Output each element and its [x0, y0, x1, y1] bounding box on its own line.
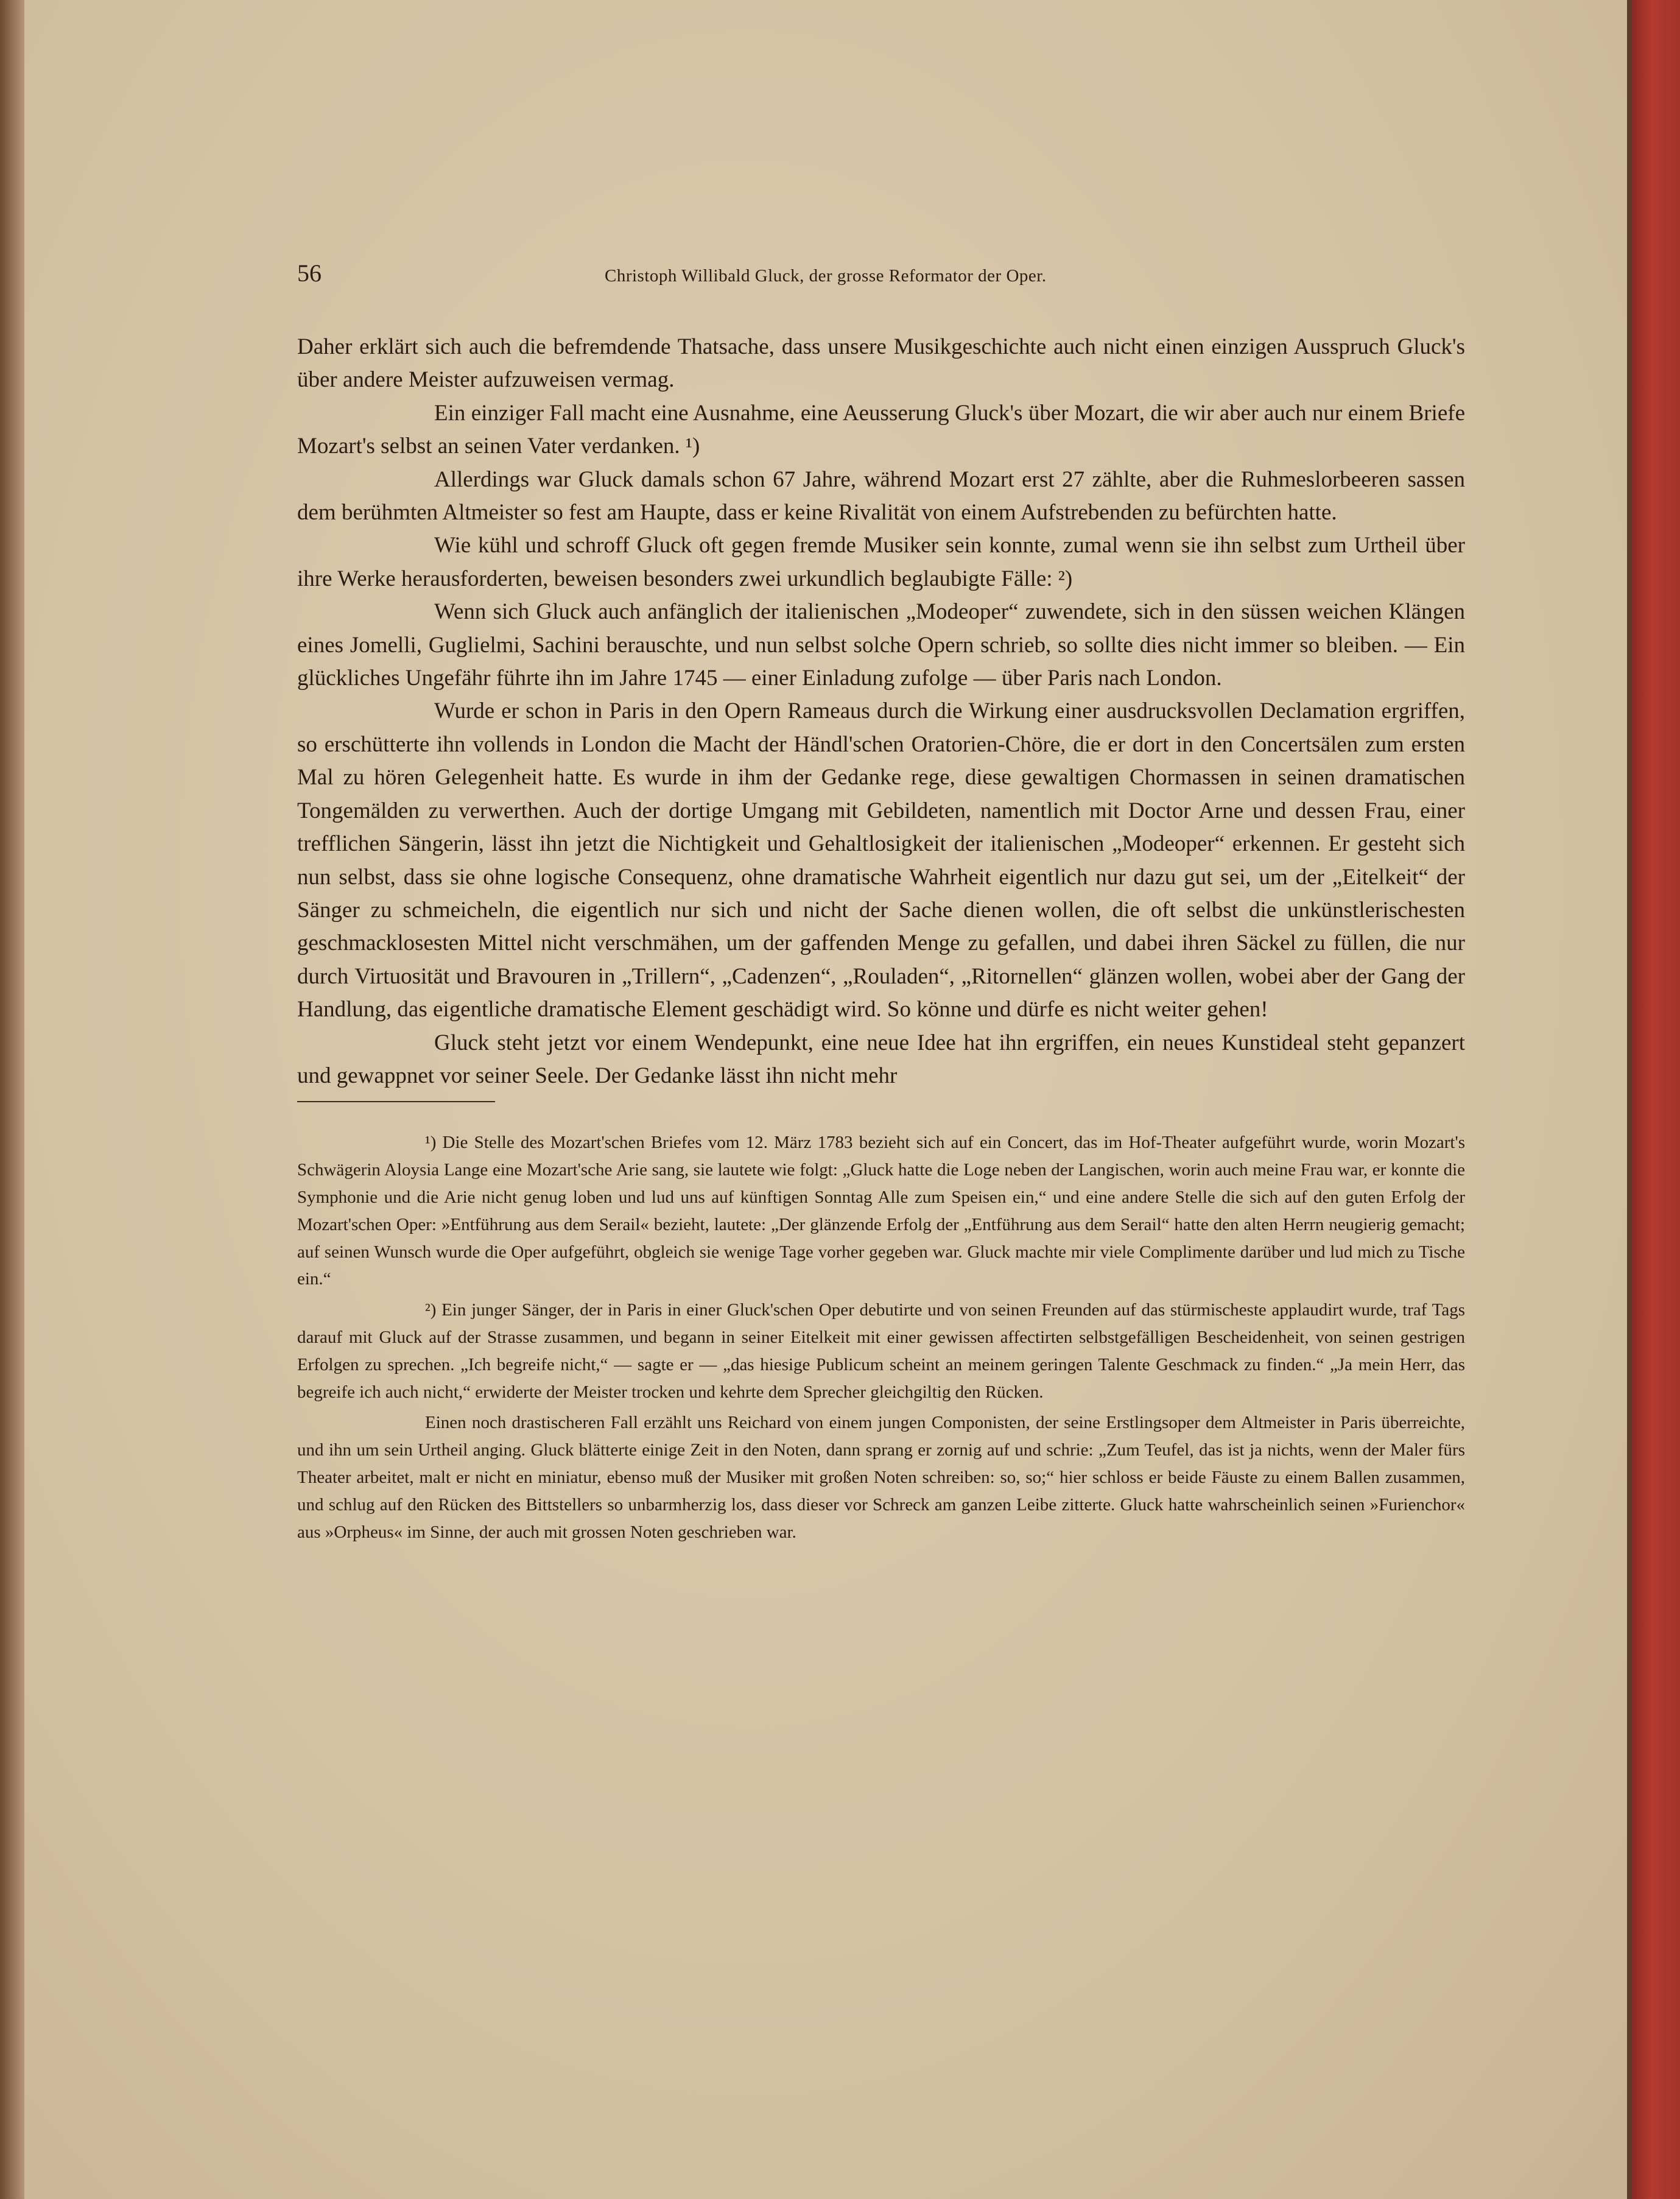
left-page-edge — [0, 0, 24, 2199]
footnote: ²) Ein junger Sänger, der in Paris in einer Gluck'schen Oper debutirte und von seinen Freunden auf das stürmischeste applaudirt wurde, traf Tags darauf mit Gluck auf der Strasse zusammen, und begann in seiner Eitelkeit mit einer gewissen affectirten selbstgefälligen Bescheidenheit, von seinen gestrigen Erfolgen zu sprechen. „Ich begreife nicht,“ — sagte er — „das hiesige Publicum scheint an meinem geringen Talente Geschmack zu finden.“ „Ja mein Herr, das begreife ich auch nicht,“ erwiderte der Meister trocken und kehrte dem Sprecher gleichgiltig den Rücken. — [297, 1300, 1465, 1402]
body-paragraph: Gluck steht jetzt vor einem Wendepunkt, eine neue Idee hat ihn ergriffen, ein neues Kunstideal steht gepanzert und gewappnet vor seiner Seele. Der Gedanke lässt ihn nicht mehr — [297, 1030, 1465, 1088]
footnote-divider — [297, 1101, 495, 1102]
page-content — [297, 259, 1465, 1546]
footnotes — [297, 1129, 1465, 1546]
page-header — [297, 259, 1465, 295]
body-paragraph: Ein einziger Fall macht eine Ausnahme, eine Aeusserung Gluck's über Mozart, die wir aber auch nur einem Briefe Mozart's selbst an seinen Vater verdanken. ¹) — [297, 400, 1465, 459]
running-title: Christoph Willibald Gluck, der grosse Reformator der Oper. — [605, 266, 1047, 286]
page-number: 56 — [297, 259, 322, 287]
footnote: Einen noch drastischeren Fall erzählt uns Reichard von einem jungen Componisten, der seine Erstlingsoper dem Altmeister in Paris überreichte, und ihn um sein Urtheil anging. Gluck blätterte einige Zeit in den Noten, dann sprang er zornig auf und schrie: „Zum Teufel, das ist ja nichts, wenn der Maler fürs Theater arbeitet, malt er nicht en miniatur, ebenso muß der Musiker mit großen Noten schreiben: so, so;“ hier schloss er beide Fäuste zu einem Ballen zusammen, und schlug auf den Rücken des Bittstellers so unbarmherzig los, dass dieser vor Schreck am ganzen Leibe zitterte. Gluck hatte wahrscheinlich seinen »Furienchor« aus »Orpheus« im Sinne, der auch mit grossen Noten geschrieben war. — [297, 1413, 1465, 1542]
body-paragraph: Wenn sich Gluck auch anfänglich der italienischen „Modeoper“ zuwendete, sich in den süssen weichen Klängen eines Jomelli, Guglielmi, Sachini berauschte, und nun selbst solche Opern schrieb, so sollte dies nicht immer so bleiben. — Ein glückliches Ungefähr führte ihn im Jahre 1745 — einer Einladung zufolge — über Paris nach London. — [297, 599, 1465, 691]
body-paragraph: Daher erklärt sich auch die befremdende Thatsache, dass unsere Musikgeschichte auch nicht einen einzigen Ausspruch Gluck's über andere Meister aufzuweisen vermag. — [297, 334, 1465, 393]
body-paragraph: Wie kühl und schroff Gluck oft gegen fremde Musiker sein konnte, zumal wenn sie ihn selbst zum Urtheil über ihre Werke herausforderten, beweisen besonders zwei urkundlich beglaubigte Fälle: ²) — [297, 533, 1465, 591]
footnote: ¹) Die Stelle des Mozart'schen Briefes vom 12. März 1783 bezieht sich auf ein Concert, das im Hof-Theater aufgeführt wurde, worin Mozart's Schwägerin Aloysia Lange eine Mozart'sche Arie sang, sie lautete wie folgt: „Gluck hatte die Loge neben der Langischen, worin auch meine Frau war, er konnte die Symphonie und die Arie nicht genug loben und lud uns auf künftigen Sonntag Alle zum Speisen ein,“ und eine andere Stelle die sich auf den guten Erfolg der Mozart'schen Oper: »Entführung aus dem Serail« bezieht, lautete: „Der glänzende Erfolg der „Entführung aus dem Serail“ hatte den alten Herrn neugierig gemacht; auf seinen Wunsch wurde die Oper aufgeführt, obgleich sie wenige Tage vorher gegeben war. Gluck machte mir viele Complimente darüber und lud mich zu Tische ein.“ — [297, 1133, 1465, 1289]
body-paragraph: Allerdings war Gluck damals schon 67 Jahre, während Mozart erst 27 zählte, aber die Ruhmeslorbeeren sassen dem berühmten Altmeister so fest am Haupte, dass er keine Rivalität von einem Aufstrebenden zu befürchten hatte. — [297, 466, 1465, 526]
red-binding-edge — [1632, 0, 1680, 2199]
binding-shadow — [1627, 0, 1632, 2199]
body-paragraph: Wurde er schon in Paris in den Opern Rameaus durch die Wirkung einer ausdrucksvollen Declamation ergriffen, so erschütterte ihn vollends in London die Macht der Händl'schen Oratorien-Chöre, die er dort in den Concertsälen zum ersten Mal zu hören Gelegenheit hatte. Es wurde in ihm der Gedanke rege, diese gewaltigen Chormassen in seinen dramatischen Tongemälden zu verwerthen. Auch der dortige Umgang mit Gebildeten, namentlich mit Doctor Arne und dessen Frau, einer trefflichen Sängerin, lässt ihn jetzt die Nichtigkeit und Gehaltlosigkeit der italienischen „Modeoper“ erkennen. Er gesteht sich nun selbst, dass sie ohne logische Consequenz, ohne dramatische Wahrheit eigentlich nur dazu gut sei, um der „Eitelkeit“ der Sänger zu schmeicheln, die eigentlich nur sich und nicht der Sache dienen wollen, die oft selbst die unkünstlerischesten geschmacklosesten Mittel nicht verschmähen, um der gaffenden Menge zu gefallen, und dabei ihren Säckel zu füllen, die nur durch Virtuosität und Bravouren in „Trillern“, „Cadenzen“, „Rouladen“, „Ritornellen“ glänzen wollen, wobei aber der Gang der Handlung, das eigentliche dramatische Element geschädigt wird. So könne und dürfe es nicht weiter gehen! — [297, 698, 1465, 1022]
main-text — [297, 331, 1465, 1092]
